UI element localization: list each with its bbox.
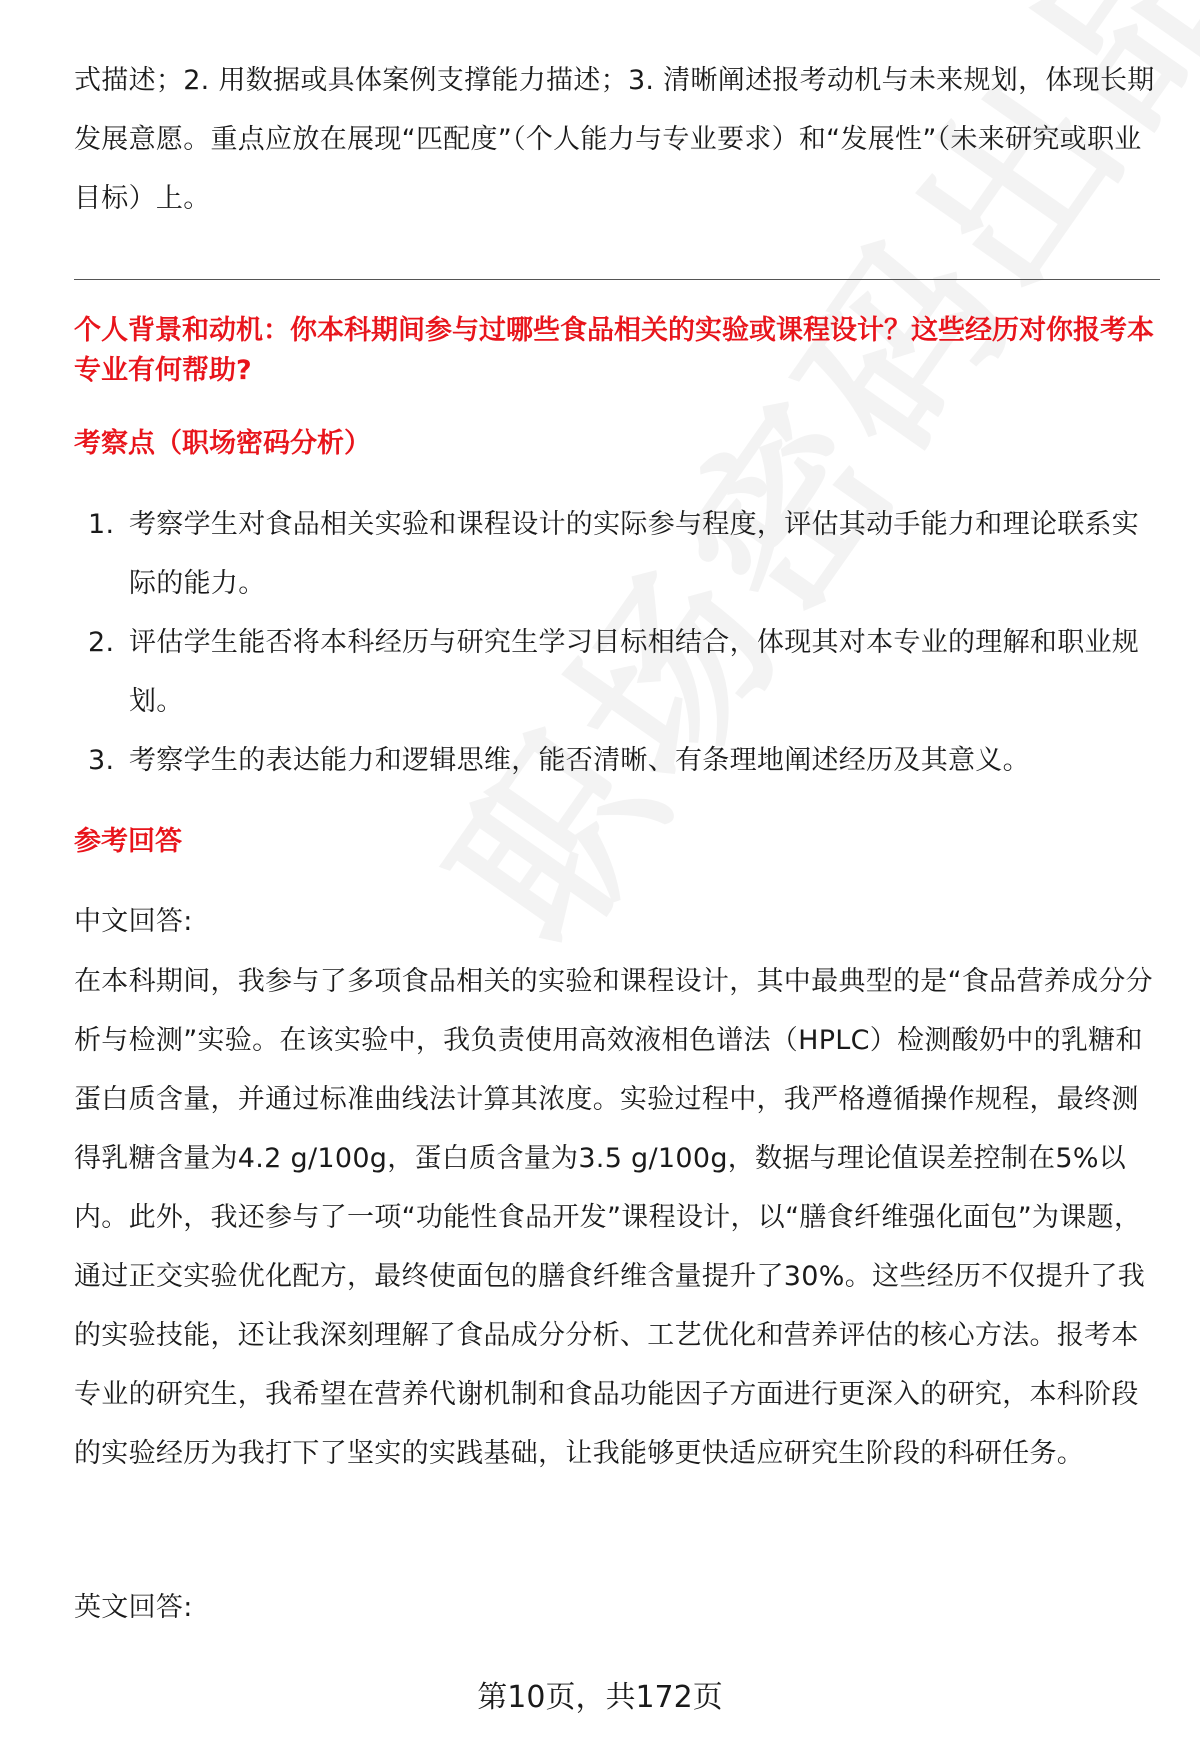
chinese-answer-label: 中文回答: — [74, 906, 193, 937]
english-answer-label: 英文回答: — [74, 1592, 193, 1623]
intro-paragraph: 式描述；2. 用数据或具体案例支撑能力描述；3. 清晰阐述报考动机与未来规划，体现长期发展意愿。重点应放在展现“匹配度”（个人能力与专业要求）和“发展性”（未来研究或职业目标）上。 — [74, 65, 1155, 214]
list-item — [74, 731, 1160, 790]
list-item-number: 2. — [88, 627, 115, 658]
list-item-text: 评估学生能否将本科经历与研究生学习目标相结合，体现其对本专业的理解和职业规划。 — [129, 627, 1140, 717]
question-heading: 个人背景和动机：你本科期间参与过哪些食品相关的实验或课程设计？这些经历对你报考本专业有何帮助? — [74, 315, 1154, 386]
document-page — [74, 0, 1160, 1755]
list-item-number: 1. — [88, 509, 115, 540]
list-item — [74, 495, 1160, 613]
chinese-answer-text: 在本科期间，我参与了多项食品相关的实验和课程设计，其中最典型的是“食品营养成分分析与检测”实验。在该实验中，我负责使用高效液相色谱法（HPLC）检测酸奶中的乳糖和蛋白质含量，并通过标准曲线法计算其浓度。实验过程中，我严格遵循操作规程，最终测得乳糖含量为4.2 g/100g，蛋白质含量为3.5 g/100g，数据与理论值误差控制在5%以内。此外，我还参与了一项“功能性食品开发”课程设计，以“膳食纤维强化面包”为课题，通过正交实验优化配方，最终使面包的膳食纤维含量提升了30%。这些经历不仅提升了我的实验技能，还让我深刻理解了食品成分分析、工艺优化和营养评估的核心方法。报考本专业的研究生，我希望在营养代谢机制和食品功能因子方面进行更深入的研究，本科阶段的实验经历为我打下了坚实的实践基础，让我能够更快适应研究生阶段的科研任务。 — [74, 966, 1153, 1469]
reference-answer-heading: 参考回答 — [74, 826, 182, 857]
examination-points-list — [74, 495, 1160, 790]
page-number: 第10页，共172页 — [477, 1680, 723, 1715]
list-item-number: 3. — [88, 745, 115, 776]
list-item-text: 考察学生对食品相关实验和课程设计的实际参与程度，评估其动手能力和理论联系实际的能力。 — [129, 509, 1140, 599]
examination-points-heading: 考察点（职场密码分析） — [74, 428, 371, 459]
section-divider — [74, 279, 1160, 280]
list-item — [74, 613, 1160, 731]
list-item-text: 考察学生的表达能力和逻辑思维，能否清晰、有条理地阐述经历及其意义。 — [129, 745, 1030, 776]
